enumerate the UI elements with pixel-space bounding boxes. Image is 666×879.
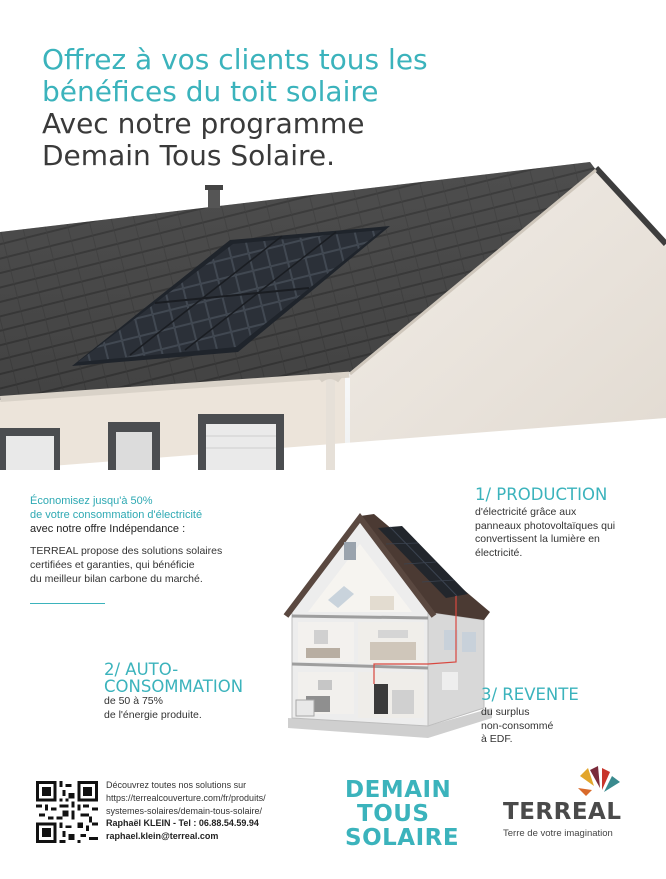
logo-dts-line-1: DEMAIN <box>345 777 452 803</box>
logo-dts-line-3: SOLAIRE <box>345 825 460 851</box>
step-production-title: 1/ PRODUCTION <box>475 485 608 504</box>
step-auto-title-2: CONSOMMATION <box>104 677 244 696</box>
step-production-desc-3: convertissent la lumière en <box>475 533 600 545</box>
headline-line-4: Demain Tous Solaire. <box>42 139 336 172</box>
qr-code[interactable] <box>36 781 98 843</box>
intro-body-line-2: certifiées et garanties, qui bénéficie <box>30 559 195 571</box>
contact-intro: Découvrez toutes nos solutions sur <box>106 780 247 790</box>
contact-url-line-2[interactable]: systemes-solaires/demain-tous-solaire/ <box>106 805 263 816</box>
headline-line-2: bénéfices du toit solaire <box>42 75 379 108</box>
step-production-desc-4: électricité. <box>475 546 523 559</box>
terreal-tagline: Terre de votre imagination <box>503 828 613 839</box>
terreal-wordmark: TERREAL <box>503 799 622 825</box>
intro-body-line-1: TERREAL propose des solutions solaires <box>30 545 223 557</box>
step-auto-desc-2: de l'énergie produite. <box>104 708 202 721</box>
step-revente-desc-2: non-consommé <box>481 719 554 732</box>
headline <box>42 44 642 172</box>
intro-divider <box>30 603 105 604</box>
terreal-logo <box>500 766 630 846</box>
intro-body-line-3: du meilleur bilan carbone du marché. <box>30 573 203 585</box>
step-revente-desc-3: à EDF. <box>481 733 513 745</box>
step-production <box>475 486 650 560</box>
headline-line-3: Avec notre programme <box>42 107 365 140</box>
contact-name-phone: Raphaël KLEIN - Tel : 06.88.54.59.94 <box>106 818 259 829</box>
step-auto-consommation <box>104 661 269 722</box>
step-revente <box>481 686 641 747</box>
step-revente-title: 3/ REVENTE <box>481 685 579 704</box>
step-production-desc-2: panneaux photovoltaïques qui <box>475 519 616 532</box>
intro-savings-line-2: de votre consommation d'électricité <box>30 509 203 521</box>
house-cutaway-illustration <box>278 512 498 744</box>
logo-dts-line-2: TOUS <box>357 801 430 827</box>
headline-line-1: Offrez à vos clients tous les <box>42 43 428 76</box>
step-auto-title-1: 2/ AUTO- <box>104 660 179 679</box>
contact-email[interactable]: raphael.klein@terreal.com <box>106 831 219 842</box>
contact-url-line-1[interactable]: https://terrealcouverture.com/fr/produits/ <box>106 792 266 803</box>
intro-block <box>30 494 280 586</box>
step-revente-desc-1: du surplus <box>481 706 530 718</box>
contact-block <box>106 779 336 843</box>
step-auto-desc-1: de 50 à 75% <box>104 695 163 707</box>
terreal-emblem-icon <box>576 766 622 798</box>
step-production-desc-1: d'électricité grâce aux <box>475 506 577 518</box>
intro-offer-line: avec notre offre Indépendance : <box>30 523 186 535</box>
demain-tous-solaire-logo <box>345 778 475 850</box>
intro-savings-line-1: Économisez jusqu'à 50% <box>30 495 153 507</box>
